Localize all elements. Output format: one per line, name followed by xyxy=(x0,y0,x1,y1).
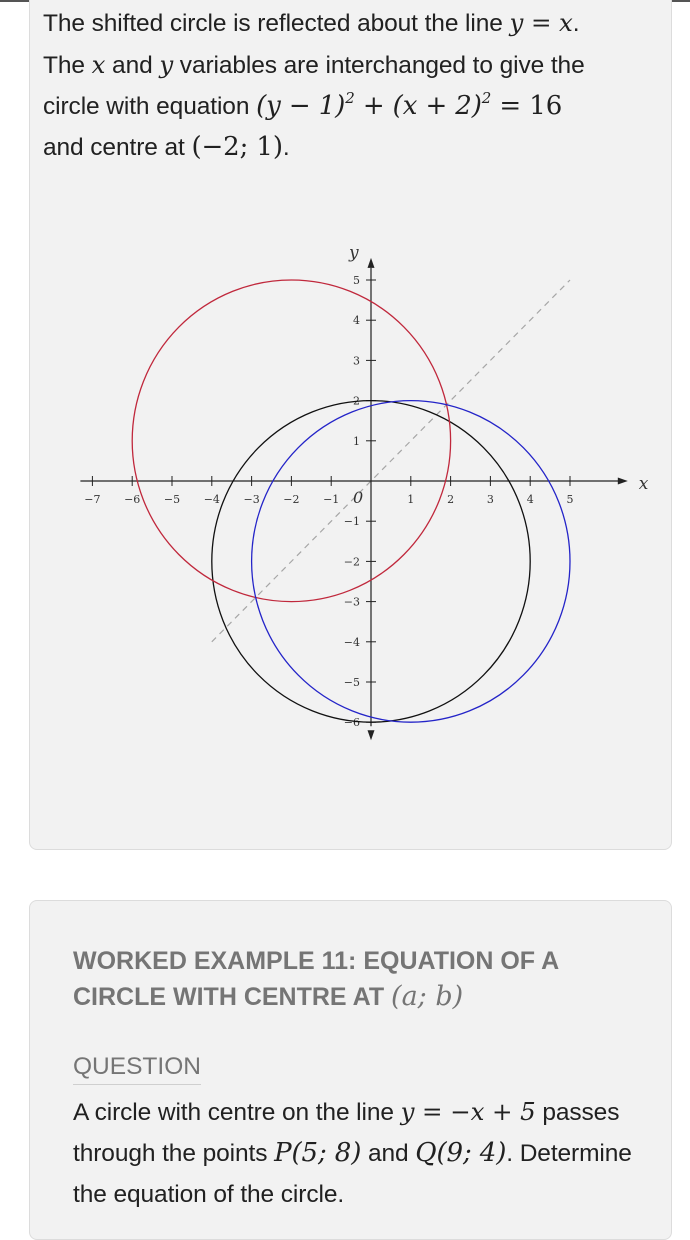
heading-text: WORKED EXAMPLE 11: EQUATION OF A CIRCLE WITH CENTRE AT xyxy=(73,947,559,1011)
x-axis-label: x xyxy=(638,474,649,494)
x-tick-label: 2 xyxy=(447,493,455,506)
y-tick-label: 2 xyxy=(353,394,360,408)
intro-text: and centre at xyxy=(43,134,192,161)
y-axis-arrow xyxy=(368,258,375,268)
question-part: passes through the points xyxy=(73,1099,620,1167)
y-tick-label: −1 xyxy=(343,515,360,529)
y-tick-label: 4 xyxy=(353,314,360,328)
x-tick-label: −6 xyxy=(124,493,141,506)
x-tick-label: 3 xyxy=(486,493,494,506)
x-tick-label: −4 xyxy=(203,493,220,506)
y-tick-label: −2 xyxy=(343,555,360,569)
y-tick-label: 1 xyxy=(353,434,360,448)
question-label: QUESTION xyxy=(73,1053,201,1085)
x-tick-label: −1 xyxy=(323,493,340,506)
intro-text: and xyxy=(105,52,160,79)
eq-exponent: 2 xyxy=(345,89,355,107)
centre-point: (−2; 1) xyxy=(191,132,283,162)
y-tick-label: −6 xyxy=(343,716,360,730)
third-circle-path xyxy=(252,401,570,723)
intro-text: . xyxy=(282,134,290,161)
x-tick-label: −3 xyxy=(243,493,260,506)
reflected-circle-path xyxy=(132,280,450,602)
x-tick-label: −7 xyxy=(84,493,101,506)
intro-text: variables are interchanged to give the circle with equation xyxy=(43,52,585,120)
y-axis-arrow-bottom xyxy=(368,730,375,740)
x-tick-label: −5 xyxy=(163,493,181,506)
y-tick-label: −4 xyxy=(343,635,360,649)
centre-line-equation: y = −x + 5 xyxy=(400,1097,536,1126)
eq-part: + (x + 2) xyxy=(354,91,482,121)
question-part: and xyxy=(361,1140,416,1167)
y-axis-label: y xyxy=(349,242,359,263)
x-tick-label: −2 xyxy=(283,493,300,506)
line-y-equals-x xyxy=(212,280,570,642)
intro-text: The shifted circle is reflected about the line xyxy=(43,10,503,37)
y-tick-label: 3 xyxy=(353,354,360,368)
eq-part: (y − 1) xyxy=(256,91,346,121)
point-p: P(5; 8) xyxy=(274,1138,362,1168)
variable-y: y xyxy=(159,50,174,79)
worked-example-card xyxy=(29,900,672,1240)
x-tick-label: 5 xyxy=(566,493,574,506)
question-text xyxy=(73,1091,633,1215)
x-tick-label: 1 xyxy=(407,493,415,506)
worked-example-heading xyxy=(73,943,633,1015)
question-part: . Determine the equation of the circle. xyxy=(73,1140,632,1208)
heading-math: (a; b) xyxy=(391,981,464,1012)
question-part: A circle with centre on the line xyxy=(73,1099,401,1126)
intro-text: . The xyxy=(43,10,580,79)
point-q: Q(9; 4) xyxy=(415,1138,507,1168)
line-equation: y = x xyxy=(509,8,573,37)
variable-x: x xyxy=(91,50,106,79)
y-tick-label: −5 xyxy=(343,676,360,689)
eq-exponent: 2 xyxy=(481,89,492,107)
eq-part: = 16 xyxy=(491,91,563,121)
y-tick-label: −3 xyxy=(343,595,360,609)
x-axis-arrow xyxy=(618,478,628,485)
origin-label: 0 xyxy=(353,488,364,507)
x-tick-label: 4 xyxy=(526,493,534,506)
y-tick-label: 5 xyxy=(353,274,360,287)
